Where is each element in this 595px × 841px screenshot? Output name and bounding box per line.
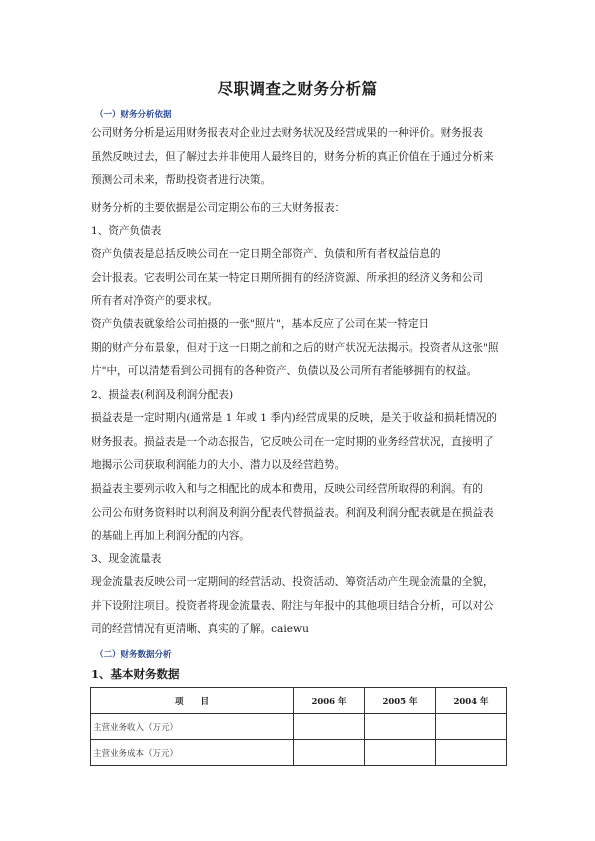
text-line: 虽然反映过去，但了解过去并非使用人最终目的，财务分析的真正价值在于通过分析来 [91, 150, 494, 163]
text-line: 2、损益表(利润及利润分配表) [91, 389, 234, 401]
table-row [91, 714, 507, 740]
text-line: 公司公布财务资料时以利润及利润分配表代替损益表。利润及利润分配表就是在损益表 [91, 506, 494, 519]
column-header-item: 项 目 [91, 688, 294, 714]
text-line: 财务分析的主要依据是公司定期公布的三大财务报表： [91, 202, 346, 214]
text-line: 资产负债表就象给公司拍摄的一张"照片"，基本反应了公司在某一特定日 [91, 318, 430, 330]
item-heading-balance-sheet [91, 220, 511, 244]
subsection-heading-basic-data: 1、基本财务数据 [91, 667, 180, 681]
paragraph-three-statements [91, 197, 511, 221]
item-heading-income-statement [91, 384, 511, 408]
section-heading-analysis-basis: （一）财务分析依据 [95, 110, 172, 120]
table-cell [365, 740, 436, 766]
financial-data-table [90, 687, 507, 766]
text-line: 3、现金流量表 [91, 553, 162, 565]
text-line: 预测公司未来，帮助投资者进行决策。 [91, 174, 272, 186]
table-cell: 主营业务成本（万元） [91, 740, 294, 766]
text-line: 会计报表。它表明公司在某一特定日期所拥有的经济资源、所承担的经济义务和公司 [91, 271, 483, 284]
column-header-2004: 2004 年 [436, 688, 507, 714]
text-line: 所有者对净资产的要求权。 [91, 295, 219, 307]
text-line: 公司财务分析是运用财务报表对企业过去财务状况及经营成果的一种评价。财务报表 [91, 127, 483, 139]
table-cell [365, 714, 436, 740]
text-line: 期的财产分布景象，但对于这一日期之前和之后的财产状况无法揭示。投资者从这张"照 [91, 341, 499, 354]
paragraph-balance-sheet [91, 243, 511, 314]
paragraph-cash-flow [91, 571, 511, 642]
column-header-2005: 2005 年 [365, 688, 436, 714]
item-heading-cash-flow [91, 548, 511, 572]
table-cell [436, 740, 507, 766]
table-cell: 主营业务收入（万元） [91, 714, 294, 740]
paragraph-intro [91, 122, 511, 193]
text-line: 1、资产负债表 [91, 225, 162, 237]
page-title: 尽职调查之财务分析篇 [217, 79, 378, 98]
paragraph-income-statement [91, 407, 511, 478]
text-line: 司的经营情况有更清晰、真实的了解。caiewu [91, 623, 309, 635]
column-header-2006: 2006 年 [294, 688, 365, 714]
text-line: 损益表主要列示收入和与之相配比的成本和费用，反映公司经营所取得的利润。有的 [91, 483, 483, 495]
section-heading-data-analysis: （二）财务数据分析 [95, 650, 172, 660]
table-cell [436, 714, 507, 740]
text-line: 资产负债表是总括反映公司在一定日期全部资产、负债和所有者权益信息的 [91, 248, 441, 260]
text-line: 并下设附注项目。投资者将现金流量表、附注与年报中的其他项目结合分析，可以对公 [91, 599, 494, 612]
text-line: 现金流量表反映公司一定期间的经营活动、投资活动、筹资活动产生现金流量的全貌， [91, 576, 494, 588]
paragraph-balance-sheet-photo [91, 313, 511, 384]
text-line: 财务报表。损益表是一个动态报告，它反映公司在一定时期的业务经营状况，直接明了 [91, 435, 494, 448]
table-row [91, 740, 507, 766]
paragraph-income-statement-items [91, 478, 511, 549]
table-header-row [91, 688, 507, 714]
table-cell [294, 740, 365, 766]
text-line: 片"中，可以清楚看到公司拥有的各种资产、负债以及公司所有者能够拥有的权益。 [91, 365, 478, 377]
text-line: 的基础上再加上利润分配的内容。 [91, 530, 250, 542]
text-line: 地揭示公司获取利润能力的大小、潜力以及经营趋势。 [91, 459, 346, 471]
table-cell [294, 714, 365, 740]
text-line: 损益表是一定时期内(通常是 1 年或 1 季内)经营成果的反映，是关于收益和损耗情况的 [91, 412, 497, 424]
